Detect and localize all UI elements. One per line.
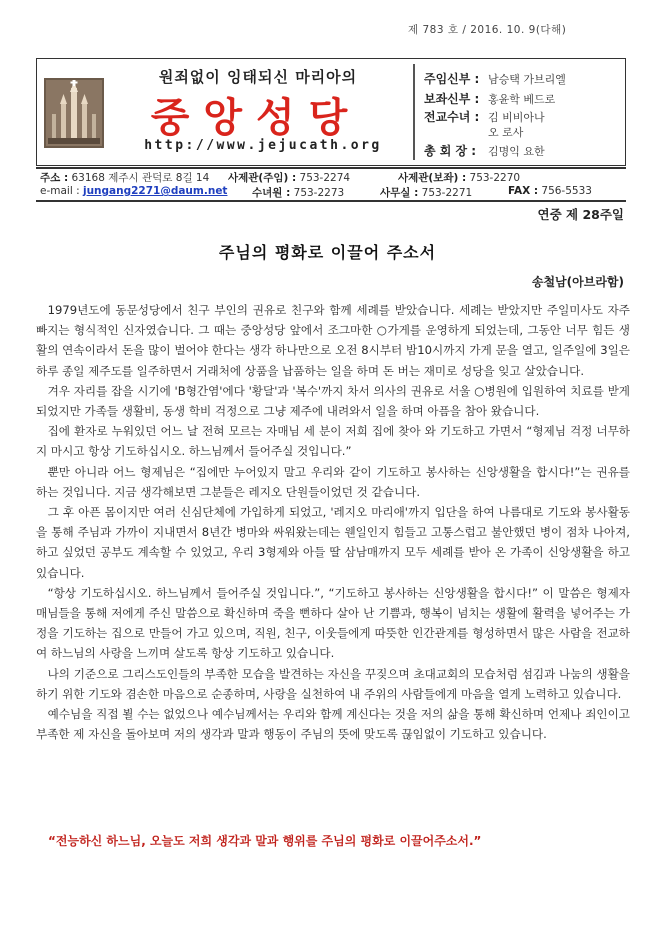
article-body	[36, 300, 630, 744]
contact-rule-top	[36, 167, 626, 169]
address-label: 주소 :	[40, 172, 69, 184]
contact-rule-bottom	[36, 200, 626, 202]
email-label: e-mail :	[40, 185, 80, 197]
rectory-main-row	[228, 170, 350, 185]
church-motto: 원죄없이 잉태되신 마리아의	[158, 68, 358, 86]
church-name: 중앙성당	[150, 95, 362, 141]
convent-phone: 753-2273	[293, 187, 345, 199]
staff-name-sister-2: 오 로사	[488, 126, 524, 139]
staff-label-president: 총 회 장 :	[424, 144, 477, 158]
office-label: 사무실 :	[380, 187, 419, 199]
closing-prayer: “전능하신 하느님, 오늘도 저희 생각과 말과 행위를 주님의 평화로 이끌어주소서.”	[48, 834, 482, 848]
staff-name-sister-1: 김 비비아나	[488, 111, 545, 124]
rectory-assist-phone: 753-2270	[469, 172, 521, 184]
issue-number: 제 783 호 / 2016. 10. 9(다해)	[408, 24, 567, 36]
article-title: 주님의 평화로 이끌어 주소서	[218, 243, 437, 262]
article-paragraph: 집에 환자로 누워있던 어느 날 전혀 모르는 자매님 세 분이 저희 집에 찾아 와 기도하고 가면서 “형제님 걱정 너무하지 마시고 항상 기도하십시오. 하느님께서 들어주실 것입니다.”	[36, 424, 630, 459]
article-paragraph: 나의 기준으로 그리스도인들의 부족한 모습을 발견하는 자신을 꾸짖으며 초대교회의 모습처럼 섬김과 나눔의 생활을 하기 위한 기도와 겸손한 마음으로 순종하며, 사랑을 실천하여 내 주위의 사람들에게 마음을 열게 노력하고 있습니다.	[36, 666, 630, 701]
staff-name-pastor: 남승택 가브리엘	[488, 73, 566, 86]
staff-name-president: 김명익 요한	[488, 145, 545, 158]
rectory-assist-row	[398, 170, 520, 185]
convent-label: 수녀원 :	[252, 187, 291, 199]
email-link[interactable]: jungang2271@daum.net	[82, 185, 228, 197]
church-building-icon	[44, 78, 104, 148]
article-author: 송철남(아브라함)	[531, 275, 624, 289]
website-link[interactable]: http://www.jejucath.org	[144, 138, 382, 153]
fax-label: FAX :	[508, 185, 539, 197]
article-paragraph: 1979년도에 동문성당에서 친구 부인의 권유로 친구와 함께 세례를 받았습니다. 세례는 받았지만 주일미사도 자주 빠지는 형식적인 신자였습니다. 그 때는 중앙성당 앞에서 조그마한 ○가게를 운영하게 되었는데, 그동안 너무 힘든 생활의 연속이라서 돈을 많이 벌어야 한다는 생각 하나만으로 오전 8시부터 밤10시까지 가게 문을 열고, 일주일에 3일은 하루 종일 제주도를 일주하면서 거래처에 상품을 납품하는 일을 하며 돈 버는 재미로 성당을 잊고 살았습니다.	[36, 303, 630, 378]
masthead-divider	[413, 64, 415, 160]
article-paragraph: 예수님을 직접 뵐 수는 없었으나 예수님께서는 우리와 함께 계신다는 것을 저의 삶을 통해 확신하며 언제나 죄인이고 부족한 제 자신을 돌아보며 저의 생각과 말과 행동이 주님의 뜻에 맞도록 끊임없이 기도하고 있습니다.	[36, 707, 630, 742]
staff-label-sister: 전교수녀 :	[424, 110, 480, 124]
address-value: 63168 제주시 관덕로 8길 14	[71, 172, 210, 184]
address-row	[40, 170, 209, 185]
rectory-assist-label: 사제관(보좌) :	[398, 172, 467, 184]
email-row	[40, 185, 227, 197]
office-row	[380, 185, 472, 200]
article-paragraph: 겨우 자리를 잡을 시기에 'B형간염'에다 '황달'과 '복수'까지 차서 의사의 권유로 서울 ○병원에 입원하여 치료를 받게 되었지만 가족들 생활비, 동생 학비 걱정으로 그냥 제주에 내려와서 일을 하며 아픔을 참아 왔습니다.	[36, 383, 630, 419]
fax-row	[508, 185, 592, 197]
liturgical-week: 연중 제 28주일	[537, 207, 624, 222]
convent-row	[252, 185, 344, 200]
rectory-main-phone: 753-2274	[299, 172, 351, 184]
article-paragraph: 뿐만 아니라 어느 형제님은 “집에만 누어있지 말고 우리와 같이 기도하고 봉사하는 신앙생활을 합시다!”는 권유를 하는 것입니다. 지금 생각해보면 그분들은 레지오 단원들이었던 것 같습니다.	[36, 464, 630, 499]
article-paragraph: “항상 기도하십시오. 하느님께서 들어주실 것입니다.”, “기도하고 봉사하는 신앙생활을 합시다!” 이 말씀은 형제자매님들을 통해 저에게 주신 말씀으로 확신하며 죽을 뻔하다 살아 난 기쁨과, 행복이 넘치는 생활에 활력을 넣어주는 가정을 기도하는 집으로 만들어 가고 있으며, 직원, 친구, 이웃들에게 따뜻한 인간관계를 형성하면서 많은 사람을 전교하여 하느님의 사랑을 느끼며 살도록 항상 기도하고 있습니다.	[36, 585, 630, 661]
rectory-main-label: 사제관(주임) :	[228, 172, 297, 184]
fax-number: 756-5533	[541, 185, 592, 197]
office-phone: 753-2271	[421, 187, 473, 199]
staff-label-pastor: 주임신부 :	[424, 72, 480, 86]
staff-label-assistant: 보좌신부 :	[424, 92, 480, 106]
staff-name-assistant: 홍윤학 베드로	[488, 93, 556, 106]
article-paragraph: 그 후 아픈 몸이지만 여러 신심단체에 가입하게 되었고, '레지오 마리애'까지 입단을 하여 나름대로 기도와 봉사활동을 통해 주님과 가까이 지내면서 8년간 병마와 싸워왔는데는 웬일인지 힘들고 고통스럽고 불안했던 병이 점차 나아져, 하고 싶었던 공부도 계속할 수 있었고, 우리 3형제와 아들 딸 삼남매까지 모두 세례를 받아 온 가족이 신앙생활을 하고 있습니다.	[36, 505, 630, 580]
